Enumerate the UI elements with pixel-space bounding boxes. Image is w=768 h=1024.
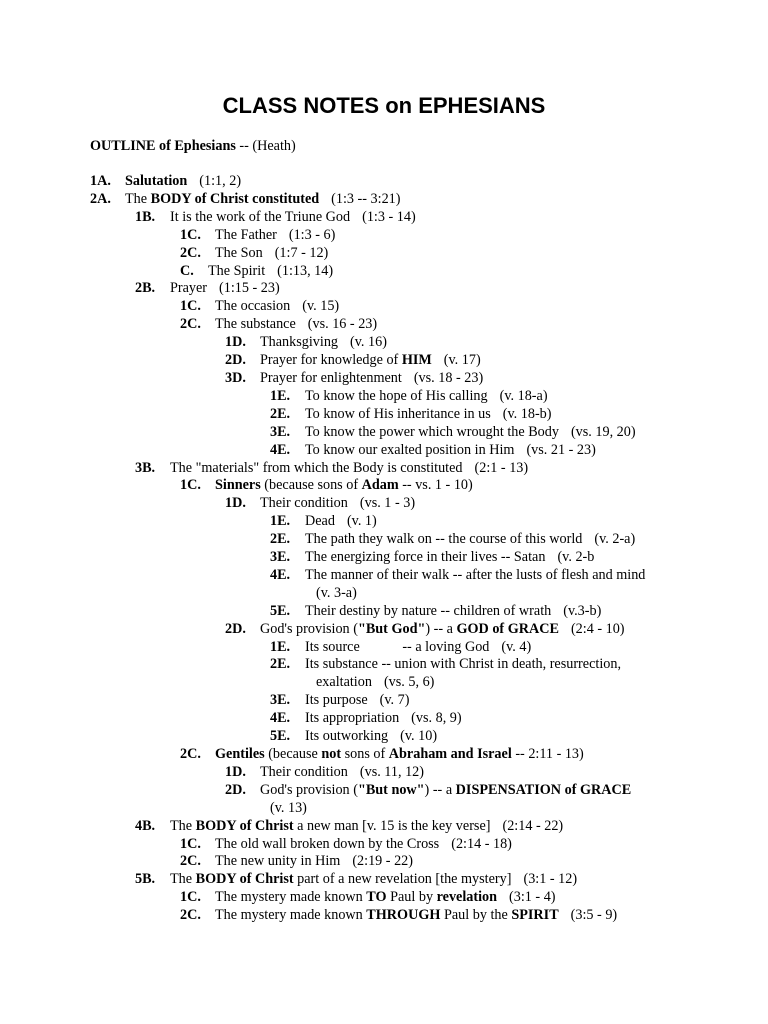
outline-item (0, 621, 768, 639)
text-segment: Their destiny by nature -- children of wrath (305, 602, 552, 619)
text-segment: The (170, 871, 196, 888)
outline-item-text (215, 907, 617, 925)
text-segment: (v. 13) (270, 799, 307, 816)
outline-item (0, 567, 768, 585)
verse-reference: (vs. 11, 12) (359, 763, 424, 780)
text-segment: The path they walk on -- the course of this world (305, 531, 583, 548)
outline-item-number: 5B. (135, 871, 156, 888)
verse-reference: (v. 10) (400, 728, 438, 745)
outline-item-number: 3B. (135, 459, 156, 476)
outline-item (0, 710, 768, 728)
text-segment: The Father (215, 226, 277, 243)
text-segment: sons of (341, 746, 389, 762)
outline-item (0, 639, 768, 657)
outline-item-text (305, 549, 594, 567)
text-segment: Paul by (386, 889, 437, 906)
verse-reference: (vs. 5, 6) (383, 674, 435, 691)
text-segment: The (170, 817, 196, 834)
outline-item-number: 2A. (90, 190, 111, 207)
verse-reference: (2:19 - 22) (352, 853, 413, 870)
outline-item (0, 853, 768, 871)
bold-text: GOD of GRACE (456, 620, 559, 637)
text-segment: -- vs. 1 - 10) (398, 477, 473, 494)
outline-item-text (215, 477, 473, 495)
text-segment: part of a new revelation [the mystery] (293, 871, 512, 888)
outline-item (0, 889, 768, 907)
outline-heading-author: -- (Heath) (235, 138, 296, 154)
outline-item-text (215, 746, 584, 764)
outline-item-number: C. (180, 262, 194, 279)
outline-item-number: 1C. (180, 835, 201, 852)
outline-item (0, 674, 768, 692)
text-segment: Prayer (170, 280, 208, 297)
outline-item (0, 513, 768, 531)
text-segment: a new man [v. 15 is the key verse] (293, 817, 491, 834)
outline-item-text (170, 280, 280, 298)
outline-item (0, 836, 768, 854)
text-segment: The energizing force in their lives -- Satan (305, 549, 546, 566)
outline-item (0, 818, 768, 836)
outline-item (0, 782, 768, 800)
outline-item (0, 871, 768, 889)
text-segment: The mystery made known (215, 907, 367, 924)
outline-item-text (208, 263, 333, 281)
verse-reference: (3:1 - 4) (509, 889, 556, 906)
outline-item-number: 4E. (270, 710, 291, 727)
bold-text: BODY of Christ constituted (150, 190, 320, 207)
text-segment: To know the hope of His calling (305, 387, 488, 404)
outline-item-text (305, 442, 596, 460)
outline-item-text (125, 173, 241, 191)
verse-reference: (v.3-b) (563, 602, 602, 619)
outline-item-text (260, 334, 387, 352)
outline-item-number: 3E. (270, 692, 291, 709)
text-segment: Its purpose (305, 692, 368, 709)
outline-item-text (260, 370, 483, 388)
outline-item-text (260, 352, 481, 370)
verse-reference: (vs. 1 - 3) (359, 495, 416, 512)
text-segment: exaltation (316, 674, 372, 691)
outline-item-number: 2C. (180, 316, 201, 333)
outline-item-number: 1C. (180, 226, 201, 243)
outline-item-text (215, 316, 377, 334)
bold-text: TO (366, 889, 387, 906)
bold-text: DISPENSATION of GRACE (455, 781, 632, 798)
text-segment: Thanksgiving (260, 334, 339, 351)
outline-item (0, 460, 768, 478)
outline-item (0, 656, 768, 674)
outline-item-text (305, 531, 635, 549)
verse-reference: (1:15 - 23) (219, 280, 280, 297)
bold-text: Gentiles (215, 746, 265, 762)
outline-item-text (170, 460, 528, 478)
outline-item (0, 227, 768, 245)
outline-item-text (170, 818, 563, 836)
text-segment: The (125, 190, 151, 207)
text-segment: ) -- a (424, 781, 456, 798)
outline-item-number: 3D. (225, 369, 246, 386)
verse-reference: (v. 15) (302, 298, 340, 315)
page-title: CLASS NOTES on EPHESIANS (222, 93, 546, 118)
outline-item (0, 585, 768, 603)
outline-item-text (305, 388, 548, 406)
outline-item-number: 4E. (270, 441, 291, 458)
verse-reference: (v. 1) (346, 513, 377, 530)
outline-item-text (305, 513, 377, 531)
text-segment: (v. 3-a) (316, 584, 357, 601)
outline-item-number: 4E. (270, 566, 291, 583)
outline-item (0, 746, 768, 764)
outline-item-number: 5E. (270, 602, 291, 619)
outline-item-text (215, 227, 335, 245)
outline-item-number: 1C. (180, 298, 201, 315)
text-segment: (because (264, 746, 322, 762)
bold-text: Sinners (215, 477, 261, 494)
verse-reference: (vs. 8, 9) (411, 710, 462, 727)
outline-item-text (260, 782, 631, 800)
outline-item-text (260, 621, 625, 639)
outline-item (0, 495, 768, 513)
verse-reference: (vs. 21 - 23) (526, 441, 596, 458)
text-segment: Prayer for knowledge of (260, 352, 402, 369)
outline-item (0, 280, 768, 298)
verse-reference: (2:14 - 22) (502, 817, 564, 834)
text-segment: Paul by the (440, 907, 512, 924)
outline-item-text (305, 692, 409, 710)
text-segment: The occasion (215, 298, 291, 315)
text-segment: The Son (215, 244, 263, 261)
verse-reference: (vs. 19, 20) (570, 423, 636, 440)
verse-reference: (v. 17) (443, 352, 481, 369)
verse-reference: (v. 7) (379, 692, 410, 709)
outline-item-text (305, 656, 621, 674)
outline-item-number: 1C. (180, 477, 201, 494)
verse-reference: (1:7 - 12) (274, 244, 329, 261)
outline-item-number: 2C. (180, 746, 201, 762)
bold-text: THROUGH (366, 907, 441, 924)
verse-reference: (v. 16) (350, 334, 387, 351)
outline-item-text (305, 424, 636, 442)
verse-reference: (v. 4) (501, 638, 532, 655)
verse-reference: (2:4 - 10) (570, 620, 625, 637)
outline-item-text (215, 889, 556, 907)
text-segment: Its source -- a loving God (305, 638, 490, 655)
outline-item-number: 1D. (225, 334, 246, 351)
outline-item-number: 1B. (135, 208, 156, 225)
text-segment: God's provision ( (260, 620, 358, 637)
outline-item-number: 2E. (270, 405, 291, 422)
outline-item-number: 2D. (225, 352, 246, 369)
text-segment: Its appropriation (305, 710, 400, 727)
outline-item (0, 209, 768, 227)
outline-item-text (305, 567, 645, 585)
outline-item (0, 424, 768, 442)
outline-item (0, 245, 768, 263)
outline-item-text (305, 710, 462, 728)
verse-reference: (3:5 - 9) (570, 907, 618, 924)
text-segment: The substance (215, 316, 296, 333)
verse-reference: (3:1 - 12) (523, 871, 578, 888)
verse-reference: (vs. 18 - 23) (413, 369, 484, 386)
text-segment: Dead (305, 513, 335, 530)
outline-item (0, 334, 768, 352)
outline-item-text (260, 495, 415, 513)
verse-reference: (v. 2-a) (594, 531, 636, 548)
verse-reference: (2:1 - 13) (474, 459, 529, 476)
text-segment: The "materials" from which the Body is constituted (170, 459, 463, 476)
outline-item-text (270, 800, 307, 818)
verse-reference: (v. 18-a) (499, 387, 548, 404)
outline-item-number: 2E. (270, 656, 291, 673)
outline-item-number: 2C. (180, 907, 201, 924)
verse-reference: (1:3 - 6) (288, 226, 336, 243)
outline-item-text (215, 245, 328, 263)
outline-item (0, 603, 768, 621)
outline-item (0, 800, 768, 818)
bold-text: BODY of Christ (195, 871, 294, 888)
verse-reference: (v. 2-b (557, 549, 595, 566)
bold-text: "But now" (357, 781, 425, 798)
verse-reference: (vs. 16 - 23) (307, 316, 378, 333)
verse-reference: (1:1, 2) (199, 173, 242, 189)
text-segment: To know of His inheritance in us (305, 405, 491, 422)
bold-text: BODY of Christ (195, 817, 294, 834)
outline-item-number: 1D. (225, 495, 246, 512)
outline-item-text (305, 603, 601, 621)
outline-item (0, 352, 768, 370)
outline-list (0, 173, 768, 925)
outline-item-text (215, 853, 413, 871)
verse-reference: (2:14 - 18) (451, 835, 512, 852)
text-segment: ) -- a (425, 620, 457, 637)
text-segment: The manner of their walk -- after the lusts of flesh and mind (305, 566, 646, 583)
outline-item-text (260, 764, 424, 782)
outline-item-text (305, 406, 552, 424)
outline-item-number: 1D. (225, 763, 246, 780)
outline-item (0, 764, 768, 782)
text-segment: To know the power which wrought the Body (305, 423, 559, 440)
outline-item (0, 442, 768, 460)
outline-item (0, 263, 768, 281)
outline-item-number: 2B. (135, 280, 156, 297)
text-segment: -- 2:11 - 13) (511, 746, 584, 762)
outline-item (0, 406, 768, 424)
bold-text: SPIRIT (511, 907, 559, 924)
outline-item-text (316, 585, 357, 603)
bold-text: HIM (401, 352, 432, 369)
text-segment: The old wall broken down by the Cross (215, 835, 440, 852)
text-segment: Its substance -- union with Christ in death, resurrection, (305, 656, 621, 673)
outline-item-number: 2D. (225, 781, 246, 798)
text-segment: The mystery made known (215, 889, 367, 906)
outline-item-number: 1E. (270, 638, 291, 655)
outline-item-number: 5E. (270, 728, 291, 745)
outline-item-text (170, 209, 416, 227)
outline-item-number: 3E. (270, 423, 291, 440)
outline-item-number: 1A. (90, 173, 111, 189)
text-segment: The new unity in Him (215, 853, 341, 870)
outline-item-text (215, 298, 339, 316)
text-segment: God's provision ( (260, 781, 358, 798)
outline-item (0, 549, 768, 567)
verse-reference: (1:13, 14) (277, 262, 334, 279)
outline-item (0, 692, 768, 710)
bold-text: not (321, 746, 342, 762)
verse-reference: (1:3 -- 3:21) (331, 190, 401, 207)
text-segment: To know our exalted position in Him (305, 441, 515, 458)
outline-item (0, 370, 768, 388)
outline-item-number: 4B. (135, 817, 156, 834)
text-segment: The Spirit (208, 262, 266, 279)
outline-item-number: 1C. (180, 889, 201, 906)
text-segment: Prayer for enlightenment (260, 369, 402, 386)
outline-item (0, 191, 768, 209)
outline-heading-bold: OUTLINE of Ephesians (90, 138, 236, 154)
outline-item (0, 316, 768, 334)
text-segment: Its outworking (305, 728, 389, 745)
text-segment: Their condition (260, 763, 348, 780)
outline-item-text (316, 674, 434, 692)
outline-item-number: 1E. (270, 387, 291, 404)
bold-text: Salutation (125, 173, 188, 189)
bold-text: Abraham and Israel (388, 746, 512, 762)
outline-item (0, 907, 768, 925)
outline-item (0, 298, 768, 316)
text-segment: Their condition (260, 495, 348, 512)
outline-item-text (215, 836, 512, 854)
outline-item-text (305, 728, 437, 746)
outline-item (0, 728, 768, 746)
bold-text: revelation (436, 889, 498, 906)
outline-item-number: 2C. (180, 244, 201, 261)
outline-item-number: 3E. (270, 549, 291, 566)
outline-item-number: 2D. (225, 620, 246, 637)
text-segment: (because sons of (260, 477, 362, 494)
outline-item (0, 388, 768, 406)
outline-item (0, 173, 768, 191)
outline-item (0, 477, 768, 495)
outline-item-text (305, 639, 531, 657)
outline-item-number: 1E. (270, 513, 291, 530)
outline-item-number: 2C. (180, 853, 201, 870)
bold-text: Adam (361, 477, 399, 494)
verse-reference: (v. 18-b) (502, 405, 552, 422)
outline-item (0, 531, 768, 549)
outline-heading (90, 138, 296, 155)
verse-reference: (1:3 - 14) (362, 208, 416, 225)
outline-item-text (125, 191, 401, 209)
outline-item-text (170, 871, 577, 889)
text-segment: It is the work of the Triune God (170, 208, 351, 225)
bold-text: "But God" (357, 620, 426, 637)
outline-item-number: 2E. (270, 531, 291, 548)
